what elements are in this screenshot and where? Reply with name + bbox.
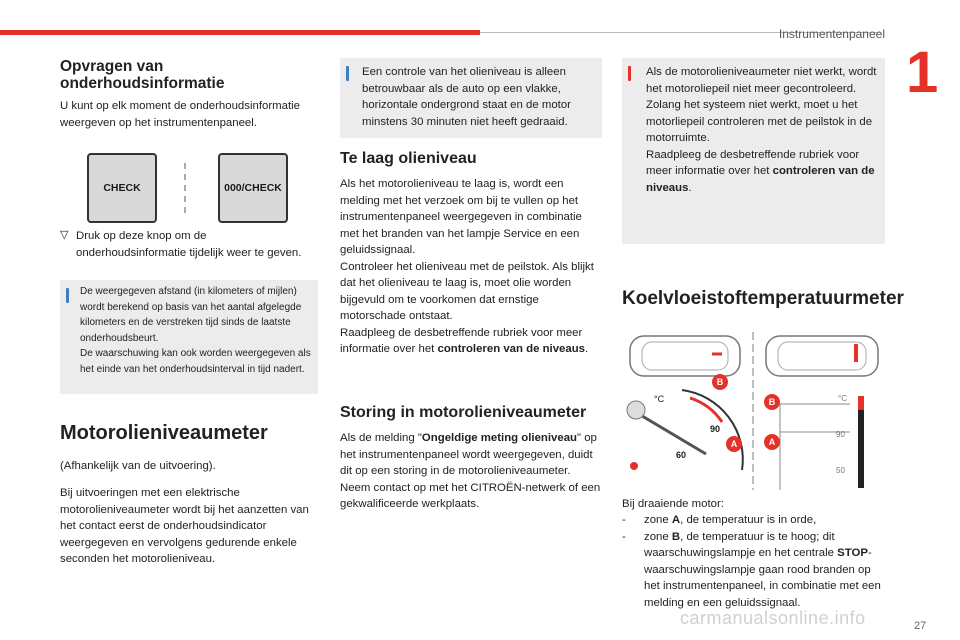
check-button-image xyxy=(87,153,157,223)
variant-note: (Afhankelijk van de uitvoering). xyxy=(60,460,216,472)
watermark-text: carmanualsonline.info xyxy=(680,608,866,628)
maintenance-intro: U kunt op elk moment de onderhoudsinformatie weergeven op het instrumentenpaneel. xyxy=(60,100,300,129)
image-divider xyxy=(184,163,188,213)
page-number: 27 xyxy=(914,620,927,632)
zone-b-label: B xyxy=(712,374,728,390)
warning-icon xyxy=(628,66,631,81)
fault-text: Als de melding "Ongeldige meting olieniveau" op het instrumentenpaneel wordt weergegeven, duidt dit op een storing in de motorolieniveaumeter. Neem contact op met het CITROËN-netwerk of een gekwalificeerde werkplaats. xyxy=(340,432,601,510)
note-box xyxy=(60,280,318,394)
gauge-mark-90: 90 xyxy=(710,424,721,434)
bar-zone-a-label: A xyxy=(764,434,780,450)
header-accent-bar xyxy=(0,30,480,35)
oil-gauge-paragraph: Bij uitvoeringen met een elektrische motorolieniveaumeter wordt bij het aanzetten van het contact eerst de onderhoudsindicator weergegeven en vervolgens gedurende enkele seconden het motorolieniveau. xyxy=(60,487,309,565)
trip-check-button-image xyxy=(218,153,288,223)
list-item: - zone B, de temperatuur is te hoog; dit waarschuwingslampje en het centrale STOP-waarschuwingslampje gaan rood branden op het instrumentenpaneel, in combinatie met een melding en een geluidssignaal. xyxy=(622,530,881,609)
check-button-label: CHECK xyxy=(103,182,141,194)
gauge-mark-60: 60 xyxy=(676,450,687,460)
coolant-lead: Bij draaiende motor: xyxy=(622,498,724,510)
zone-a-label: A xyxy=(726,436,742,452)
coolant-gauge-illustration xyxy=(622,330,884,492)
warning-box xyxy=(622,58,885,244)
info-icon xyxy=(66,288,69,303)
info-box xyxy=(340,58,602,138)
subsection-title-low-oil: Te laag olieniveau xyxy=(340,150,477,167)
note-text-1: De weergegeven afstand (in kilometers of mijlen) wordt berekend op basis van het aantal afgelegde kilometers en de verstreken tijd sinds de laatste onderhoudsbeurt. xyxy=(80,286,302,344)
bar-zone-b-label: B xyxy=(764,394,780,410)
bar-mark-90: 90 xyxy=(836,430,845,439)
bullet-icon: ▽ xyxy=(60,229,69,241)
main-title-oil-gauge: Motorolieniveaumeter xyxy=(60,422,268,444)
section-title-maintenance: Opvragen van onderhoudsinformatie xyxy=(60,58,225,92)
note-text-2: De waarschuwing kan ook worden weergegeven als het einde van het onderhoudsinterval in tijd nadert. xyxy=(80,348,311,375)
coolant-list xyxy=(622,512,884,611)
chapter-number: 1 xyxy=(906,40,939,105)
gauge-unit-label: °C xyxy=(654,394,665,404)
warning-text: Als de motorolieniveaumeter niet werkt, wordt het motoroliepeil niet meer gecontroleerd. Zolang het systeem niet werkt, moet u het motorliepeil controleren met de peilstok in de motorruimte. Raadpleeg de desbetreffende rubriek voor meer informatie over het controleren van de niveaus. xyxy=(646,66,877,194)
subsection-title-fault: Storing in motorolieniveaumeter xyxy=(340,404,587,421)
info-icon xyxy=(346,66,349,81)
chapter-title: Instrumentenpaneel xyxy=(778,27,885,41)
info-text: Een controle van het olieniveau is alleen betrouwbaar als de auto op een vlakke, horizontale ondergrond staat en de motor minstens 30 minuten niet heeft gedraaid. xyxy=(362,66,571,128)
low-oil-text: Als het motorolieniveau te laag is, wordt een melding met het verzoek om bij te vullen op het instrumentenpaneel weergegeven in combinatie met het branden van het lampje Service en een geluidssignaal. Controleer het olieniveau met de peilstok. Als blijkt dat het olieniveau te laag is, moet olie worden bijgevuld om te voorkomen dat ernstige motorschade ontstaat. Raadpleeg de desbetreffende rubriek voor meer informatie over het controleren van de niveaus. xyxy=(340,178,594,355)
bullet-text: Druk op deze knop om de onderhoudsinformatie tijdelijk weer te geven. xyxy=(76,230,302,259)
bar-unit-label: °C xyxy=(838,394,847,403)
list-item: - zone A, de temperatuur is in orde, xyxy=(622,514,817,526)
main-title-coolant: Koelvloeistoftemperatuurmeter xyxy=(622,288,904,309)
trip-check-button-label: 000/CHECK xyxy=(224,182,282,194)
bar-mark-50: 50 xyxy=(836,466,845,475)
